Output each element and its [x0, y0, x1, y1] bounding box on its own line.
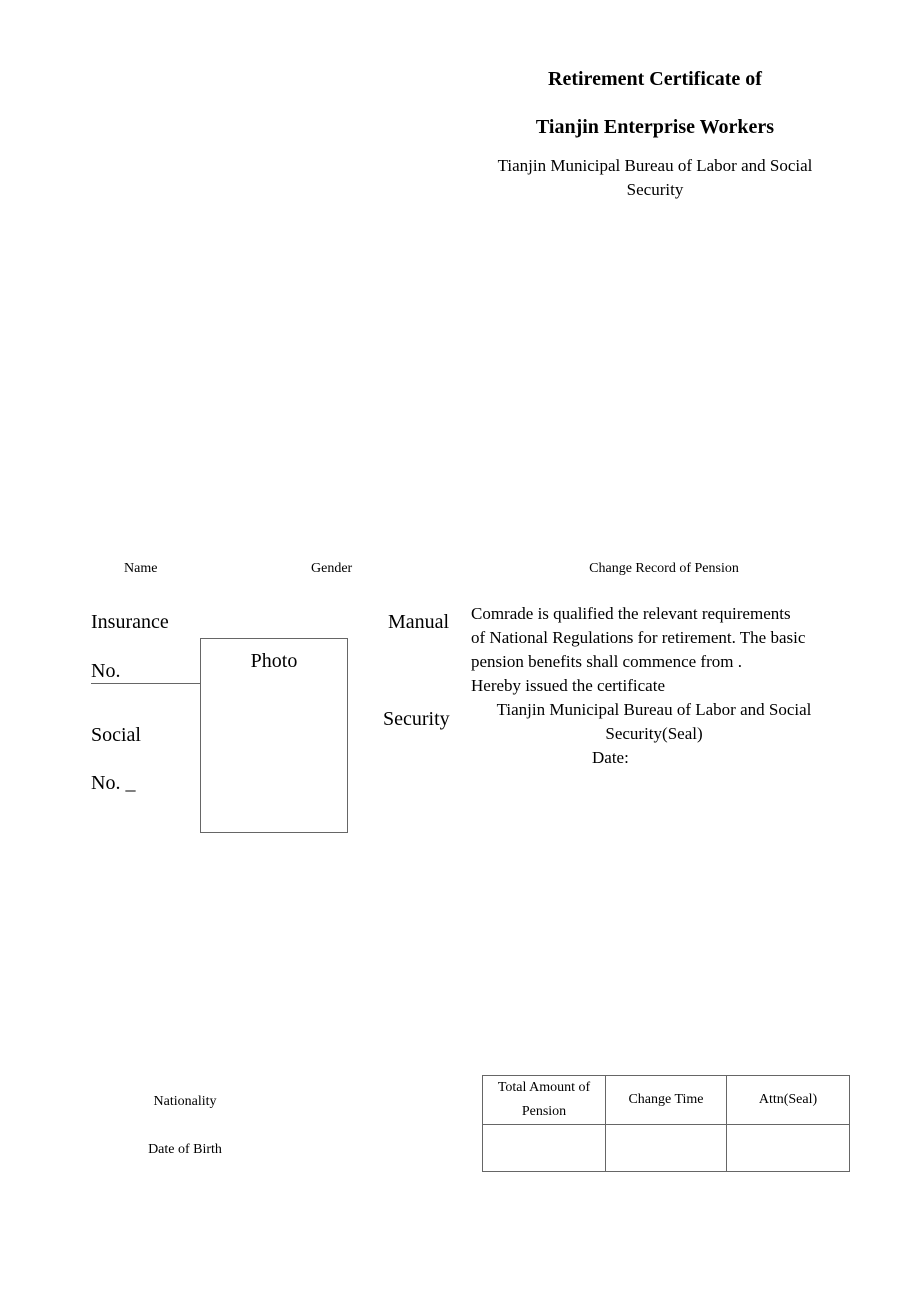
- change-record-label: Change Record of Pension: [589, 561, 739, 576]
- certificate-statement: [471, 602, 851, 698]
- certificate-issuer: [476, 698, 832, 746]
- gender-label: Gender: [311, 561, 353, 576]
- certificate-line-1: Comrade is qualified the relevant requirements: [471, 604, 791, 623]
- issuer-name: Tianjin Municipal Bureau of Labor and Social Security: [497, 156, 813, 199]
- photo-label: Photo: [250, 650, 298, 672]
- cell-attn-seal[interactable]: [727, 1125, 850, 1172]
- certificate-line-2: of National Regulations for retirement. The basic: [471, 628, 806, 647]
- title-line-2: Tianjin Enterprise Workers: [535, 116, 775, 138]
- insurance-label: Insurance: [91, 611, 169, 633]
- certificate-line-4: Hereby issued the certificate: [471, 676, 665, 695]
- manual-label: Manual: [388, 611, 450, 633]
- nationality-label: Nationality: [153, 1094, 217, 1109]
- certificate-line-3: pension benefits shall commence from .: [471, 652, 742, 671]
- date-of-birth-label: Date of Birth: [148, 1142, 222, 1157]
- social-no-label: No. _: [91, 772, 136, 794]
- title-line-1: Retirement Certificate of: [548, 68, 762, 90]
- certificate-issuer-line-2: Security(Seal): [605, 724, 703, 743]
- header-attn-seal: Attn(Seal): [727, 1076, 850, 1125]
- pension-change-table: [482, 1075, 850, 1172]
- insurance-no-underline: [91, 683, 201, 684]
- table-header-row: [483, 1076, 850, 1125]
- cell-total-amount[interactable]: [483, 1125, 606, 1172]
- certificate-issuer-line-1: Tianjin Municipal Bureau of Labor and Social: [496, 700, 812, 719]
- table-row: [483, 1125, 850, 1172]
- name-label: Name: [124, 561, 158, 576]
- header-total-amount: Total Amount of Pension: [483, 1076, 606, 1125]
- security-label: Security: [383, 708, 450, 730]
- cell-change-time[interactable]: [606, 1125, 727, 1172]
- insurance-no-label: No.: [91, 660, 121, 682]
- certificate-date-label: Date:: [592, 748, 629, 767]
- social-label: Social: [91, 724, 141, 746]
- header-change-time: Change Time: [606, 1076, 727, 1125]
